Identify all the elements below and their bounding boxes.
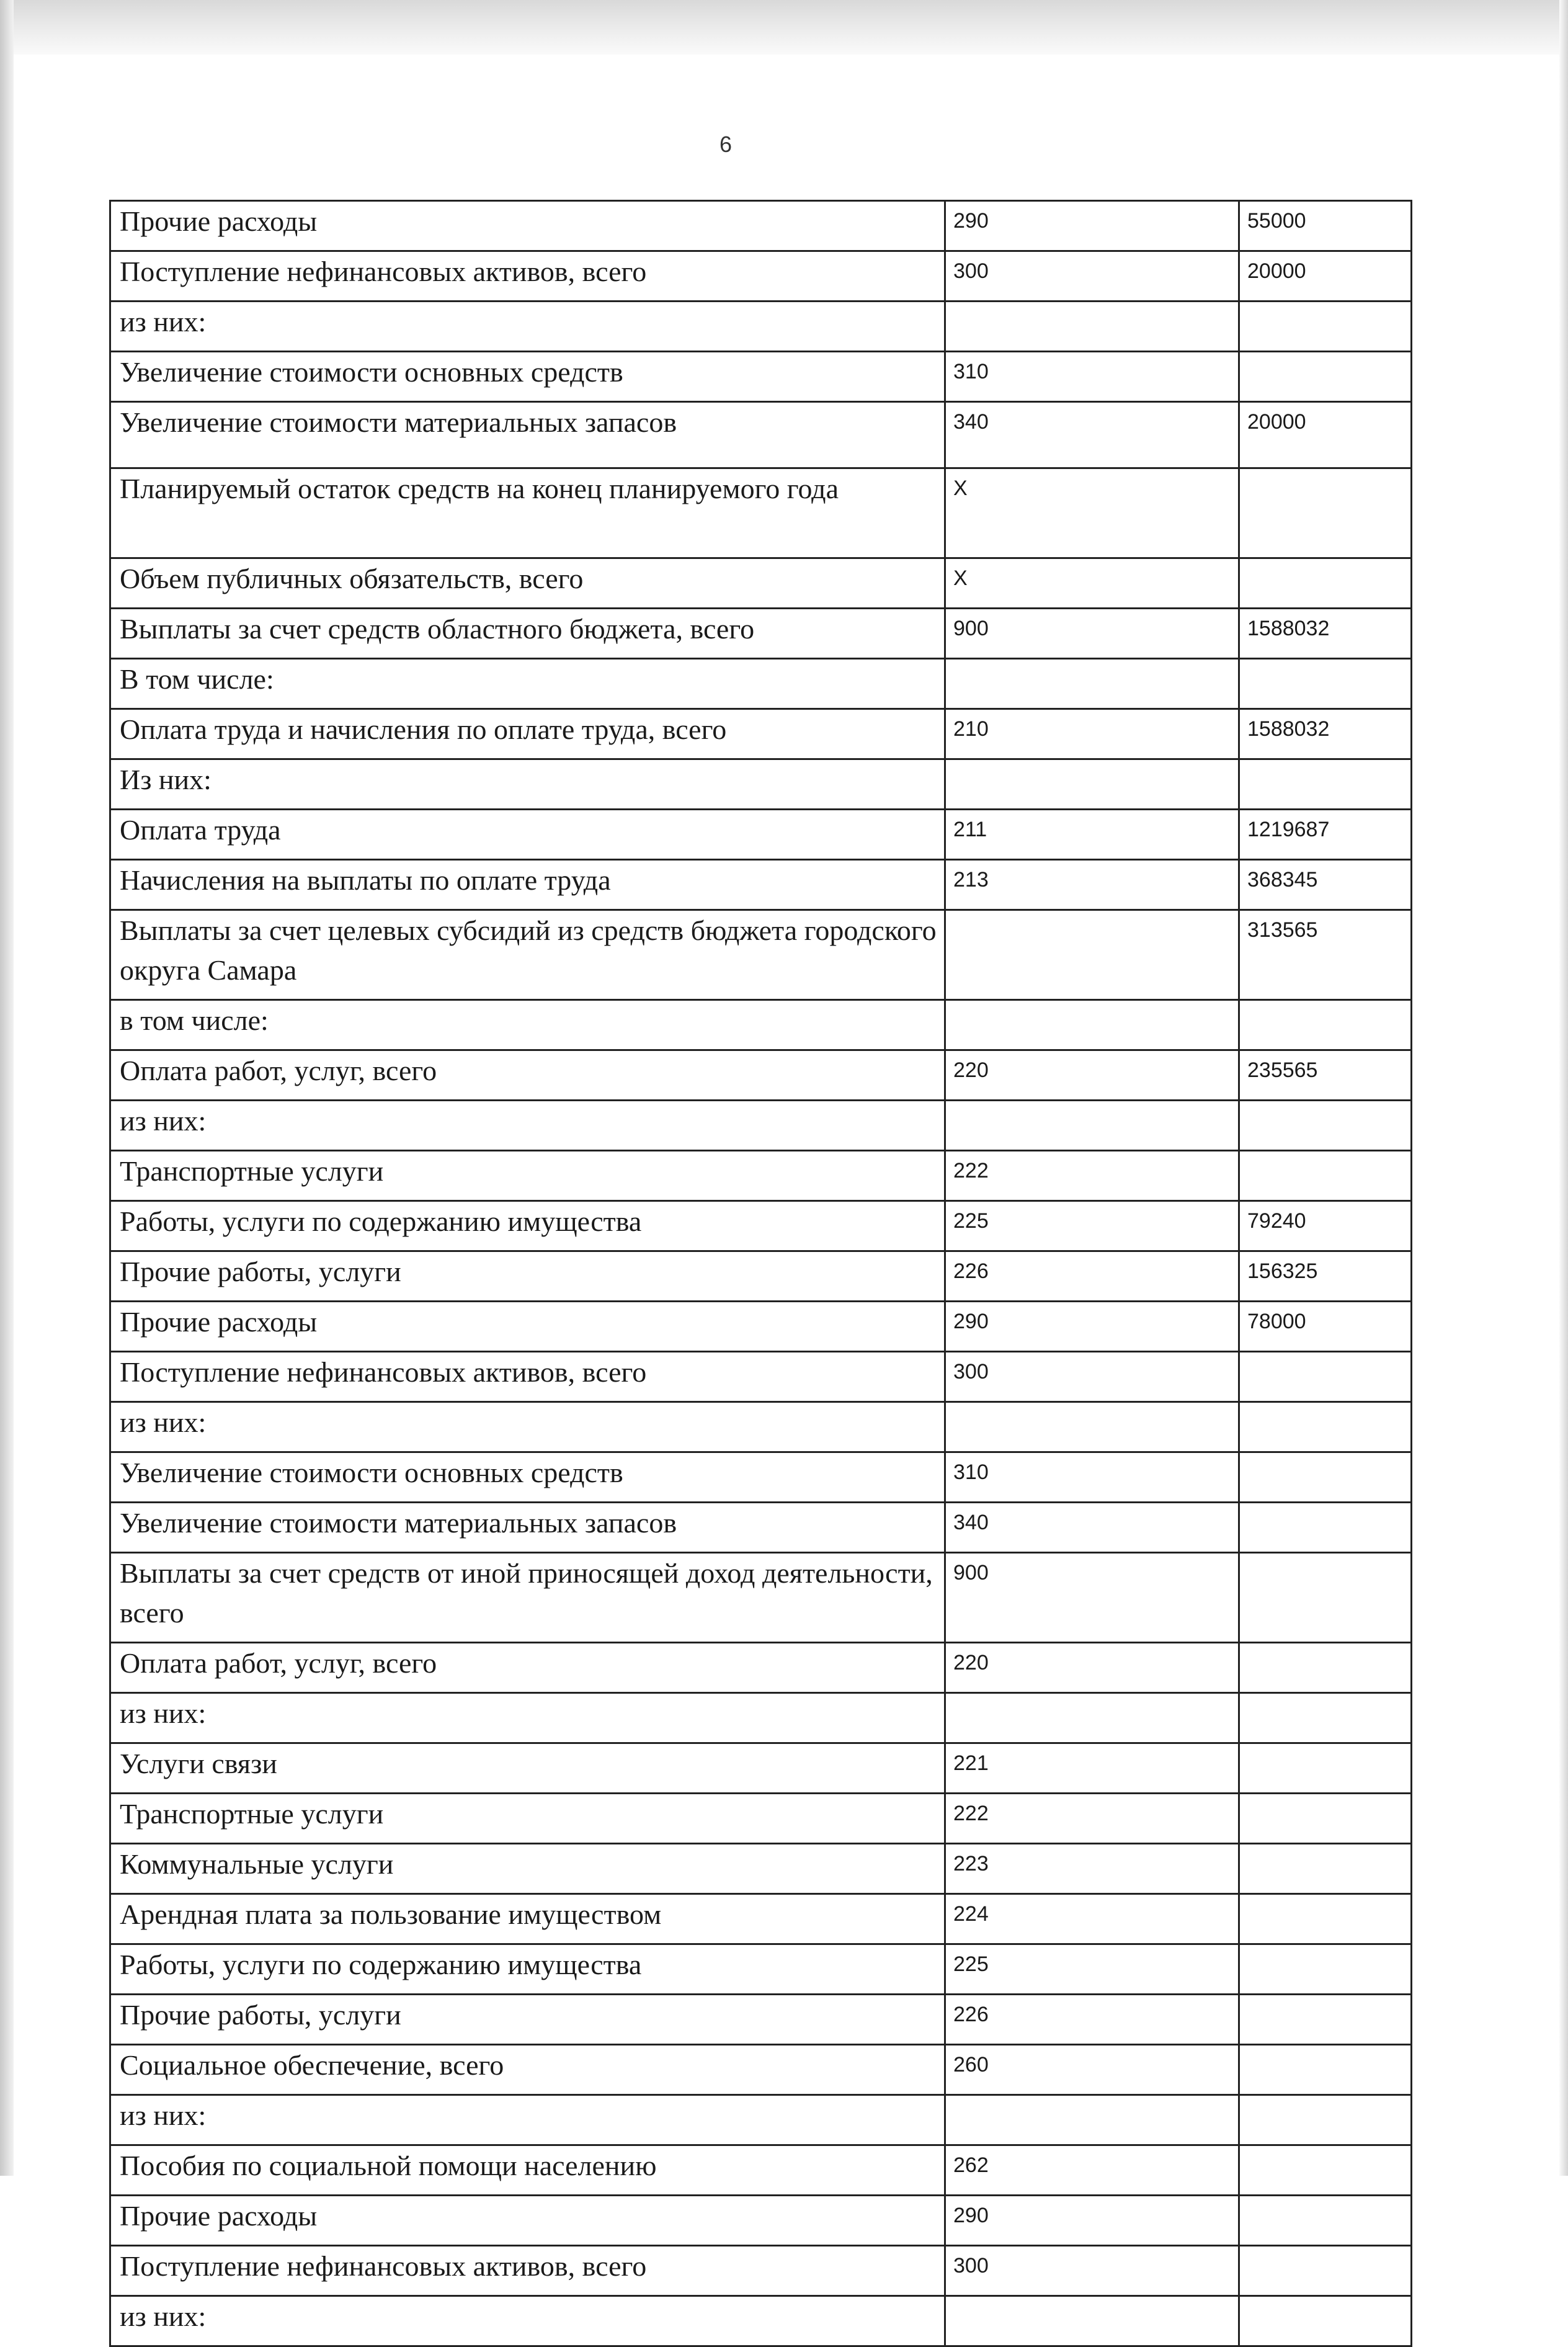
- table-row: [110, 1944, 1412, 1995]
- row-name-cell: из них:: [110, 1101, 945, 1151]
- row-name-cell: Работы, услуги по содержанию имущества: [110, 1201, 945, 1251]
- row-amount-cell: [1239, 1452, 1412, 1503]
- table-row: [110, 1794, 1412, 1844]
- row-amount-cell: [1239, 1151, 1412, 1201]
- table-row: [110, 201, 1412, 251]
- row-code-cell: 340: [945, 1503, 1239, 1553]
- row-name-cell: Прочие расходы: [110, 1302, 945, 1352]
- table-row: [110, 1151, 1412, 1201]
- row-amount-cell: [1239, 759, 1412, 810]
- row-name-cell: В том числе:: [110, 659, 945, 709]
- row-code-cell: 225: [945, 1201, 1239, 1251]
- row-code-cell: [945, 2095, 1239, 2145]
- table-row: [110, 659, 1412, 709]
- row-name-cell: Выплаты за счет средств от иной приносящей доход деятельности, всего: [110, 1553, 945, 1643]
- table-row: [110, 1995, 1412, 2045]
- row-amount-cell: [1239, 2246, 1412, 2296]
- row-amount-cell: [1239, 352, 1412, 402]
- row-code-cell: 220: [945, 1643, 1239, 1693]
- table-row: [110, 709, 1412, 759]
- table-row: [110, 1201, 1412, 1251]
- row-code-cell: 290: [945, 2196, 1239, 2246]
- table-row: [110, 860, 1412, 910]
- row-amount-cell: [1239, 558, 1412, 609]
- row-name-cell: Оплата работ, услуг, всего: [110, 1050, 945, 1101]
- table-row: [110, 2145, 1412, 2196]
- row-name-cell: Поступление нефинансовых активов, всего: [110, 1352, 945, 1402]
- row-amount-cell: 55000: [1239, 201, 1412, 251]
- row-amount-cell: [1239, 1503, 1412, 1553]
- row-amount-cell: 1219687: [1239, 810, 1412, 860]
- row-code-cell: Х: [945, 468, 1239, 558]
- table-row: [110, 1302, 1412, 1352]
- row-amount-cell: 156325: [1239, 1251, 1412, 1302]
- row-amount-cell: [1239, 1794, 1412, 1844]
- row-name-cell: Оплата работ, услуг, всего: [110, 1643, 945, 1693]
- row-amount-cell: [1239, 1643, 1412, 1693]
- row-code-cell: 310: [945, 1452, 1239, 1503]
- table-row: [110, 1050, 1412, 1101]
- row-amount-cell: 1588032: [1239, 609, 1412, 659]
- row-name-cell: из них:: [110, 2296, 945, 2346]
- row-code-cell: 900: [945, 1553, 1239, 1643]
- row-amount-cell: [1239, 468, 1412, 558]
- row-code-cell: 300: [945, 1352, 1239, 1402]
- row-code-cell: [945, 1101, 1239, 1151]
- table-row: [110, 2095, 1412, 2145]
- row-code-cell: Х: [945, 558, 1239, 609]
- row-code-cell: 225: [945, 1944, 1239, 1995]
- row-amount-cell: [1239, 1402, 1412, 1452]
- row-code-cell: 290: [945, 201, 1239, 251]
- row-amount-cell: [1239, 1844, 1412, 1894]
- scan-shadow-left: [0, 0, 14, 2176]
- row-code-cell: 222: [945, 1794, 1239, 1844]
- table-row: [110, 558, 1412, 609]
- table-row: [110, 1743, 1412, 1794]
- row-name-cell: Из них:: [110, 759, 945, 810]
- row-name-cell: Услуги связи: [110, 1743, 945, 1794]
- row-code-cell: 210: [945, 709, 1239, 759]
- scan-shadow-top: [0, 0, 1568, 55]
- row-amount-cell: [1239, 2045, 1412, 2095]
- row-code-cell: 300: [945, 251, 1239, 302]
- row-name-cell: Прочие работы, услуги: [110, 1995, 945, 2045]
- row-amount-cell: 20000: [1239, 402, 1412, 468]
- row-amount-cell: [1239, 302, 1412, 352]
- budget-table: [109, 200, 1412, 2347]
- table-row: [110, 810, 1412, 860]
- row-code-cell: 224: [945, 1894, 1239, 1944]
- row-name-cell: Прочие расходы: [110, 2196, 945, 2246]
- row-name-cell: Поступление нефинансовых активов, всего: [110, 251, 945, 302]
- row-name-cell: Прочие расходы: [110, 201, 945, 251]
- table-row: [110, 1643, 1412, 1693]
- row-name-cell: Пособия по социальной помощи населению: [110, 2145, 945, 2196]
- row-code-cell: 290: [945, 1302, 1239, 1352]
- row-code-cell: 211: [945, 810, 1239, 860]
- row-amount-cell: [1239, 2095, 1412, 2145]
- table-row: [110, 2045, 1412, 2095]
- row-amount-cell: [1239, 2196, 1412, 2246]
- table-row: [110, 1553, 1412, 1643]
- row-code-cell: [945, 659, 1239, 709]
- row-name-cell: в том числе:: [110, 1000, 945, 1050]
- row-amount-cell: [1239, 1995, 1412, 2045]
- row-amount-cell: [1239, 1000, 1412, 1050]
- row-name-cell: Коммунальные услуги: [110, 1844, 945, 1894]
- scan-shadow-right: [1559, 0, 1568, 2176]
- table-row: [110, 1894, 1412, 1944]
- row-amount-cell: [1239, 2296, 1412, 2346]
- row-amount-cell: [1239, 1101, 1412, 1151]
- row-name-cell: Увеличение стоимости материальных запасов: [110, 402, 945, 468]
- row-name-cell: Прочие работы, услуги: [110, 1251, 945, 1302]
- row-amount-cell: 313565: [1239, 910, 1412, 1000]
- row-code-cell: 340: [945, 402, 1239, 468]
- table-row: [110, 2296, 1412, 2346]
- budget-table-body: [110, 201, 1412, 2346]
- row-name-cell: Выплаты за счет целевых субсидий из средств бюджета городского округа Самара: [110, 910, 945, 1000]
- table-row: [110, 251, 1412, 302]
- table-row: [110, 1402, 1412, 1452]
- row-code-cell: 260: [945, 2045, 1239, 2095]
- row-code-cell: 900: [945, 609, 1239, 659]
- row-name-cell: Транспортные услуги: [110, 1151, 945, 1201]
- table-row: [110, 1503, 1412, 1553]
- row-amount-cell: 79240: [1239, 1201, 1412, 1251]
- row-code-cell: [945, 2296, 1239, 2346]
- table-row: [110, 1844, 1412, 1894]
- row-code-cell: [945, 910, 1239, 1000]
- table-row: [110, 1251, 1412, 1302]
- page-number: 6: [719, 132, 733, 157]
- row-name-cell: из них:: [110, 2095, 945, 2145]
- row-amount-cell: 78000: [1239, 1302, 1412, 1352]
- row-code-cell: 213: [945, 860, 1239, 910]
- table-row: [110, 609, 1412, 659]
- row-amount-cell: [1239, 2145, 1412, 2196]
- row-name-cell: Увеличение стоимости материальных запасов: [110, 1503, 945, 1553]
- row-code-cell: 222: [945, 1151, 1239, 1201]
- row-code-cell: 262: [945, 2145, 1239, 2196]
- row-name-cell: Выплаты за счет средств областного бюджета, всего: [110, 609, 945, 659]
- row-amount-cell: [1239, 1894, 1412, 1944]
- row-amount-cell: [1239, 1944, 1412, 1995]
- row-name-cell: Начисления на выплаты по оплате труда: [110, 860, 945, 910]
- row-name-cell: Арендная плата за пользование имуществом: [110, 1894, 945, 1944]
- table-row: [110, 302, 1412, 352]
- row-name-cell: Транспортные услуги: [110, 1794, 945, 1844]
- row-code-cell: [945, 302, 1239, 352]
- table-row: [110, 1452, 1412, 1503]
- row-name-cell: Объем публичных обязательств, всего: [110, 558, 945, 609]
- row-amount-cell: 1588032: [1239, 709, 1412, 759]
- row-amount-cell: [1239, 659, 1412, 709]
- table-row: [110, 759, 1412, 810]
- row-code-cell: 221: [945, 1743, 1239, 1794]
- table-row: [110, 468, 1412, 558]
- row-code-cell: 300: [945, 2246, 1239, 2296]
- table-row: [110, 910, 1412, 1000]
- row-name-cell: Планируемый остаток средств на конец планируемого года: [110, 468, 945, 558]
- row-code-cell: [945, 1000, 1239, 1050]
- row-amount-cell: [1239, 1743, 1412, 1794]
- row-name-cell: Работы, услуги по содержанию имущества: [110, 1944, 945, 1995]
- row-amount-cell: 20000: [1239, 251, 1412, 302]
- row-name-cell: Поступление нефинансовых активов, всего: [110, 2246, 945, 2296]
- row-code-cell: [945, 1693, 1239, 1743]
- table-row: [110, 402, 1412, 468]
- table-row: [110, 1101, 1412, 1151]
- table-row: [110, 1352, 1412, 1402]
- row-code-cell: 226: [945, 1251, 1239, 1302]
- row-name-cell: Увеличение стоимости основных средств: [110, 1452, 945, 1503]
- row-name-cell: из них:: [110, 1693, 945, 1743]
- row-amount-cell: 368345: [1239, 860, 1412, 910]
- row-code-cell: 310: [945, 352, 1239, 402]
- table-row: [110, 1000, 1412, 1050]
- row-name-cell: Оплата труда и начисления по оплате труда, всего: [110, 709, 945, 759]
- row-name-cell: Оплата труда: [110, 810, 945, 860]
- row-amount-cell: [1239, 1693, 1412, 1743]
- row-code-cell: 223: [945, 1844, 1239, 1894]
- table-row: [110, 2246, 1412, 2296]
- table-row: [110, 352, 1412, 402]
- row-name-cell: Увеличение стоимости основных средств: [110, 352, 945, 402]
- row-name-cell: из них:: [110, 302, 945, 352]
- row-code-cell: 220: [945, 1050, 1239, 1101]
- row-amount-cell: 235565: [1239, 1050, 1412, 1101]
- row-name-cell: из них:: [110, 1402, 945, 1452]
- row-name-cell: Социальное обеспечение, всего: [110, 2045, 945, 2095]
- row-code-cell: [945, 1402, 1239, 1452]
- row-amount-cell: [1239, 1352, 1412, 1402]
- row-code-cell: 226: [945, 1995, 1239, 2045]
- table-row: [110, 2196, 1412, 2246]
- row-code-cell: [945, 759, 1239, 810]
- row-amount-cell: [1239, 1553, 1412, 1643]
- table-row: [110, 1693, 1412, 1743]
